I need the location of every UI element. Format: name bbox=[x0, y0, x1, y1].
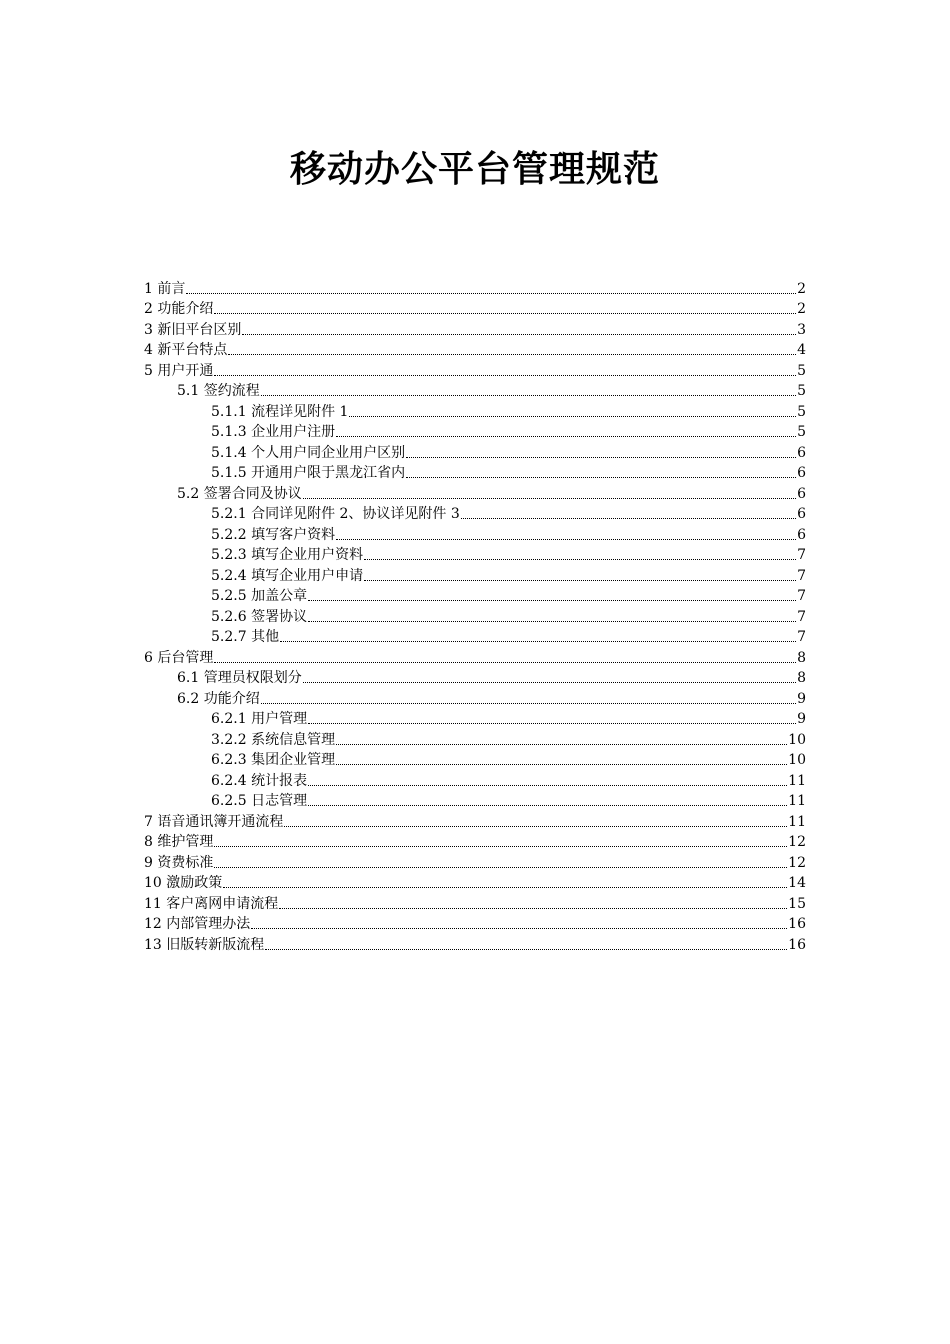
toc-page-number: 12 bbox=[788, 854, 806, 871]
toc-entry[interactable] bbox=[144, 646, 806, 667]
toc-entry[interactable] bbox=[144, 298, 806, 319]
toc-page-number: 5 bbox=[797, 362, 806, 379]
toc-page-number: 15 bbox=[788, 895, 806, 912]
toc-dot-leader bbox=[284, 826, 787, 827]
toc-entry-label: 5.2.5 加盖公章 bbox=[211, 588, 308, 604]
toc-entry[interactable] bbox=[144, 913, 806, 934]
toc-entry[interactable] bbox=[144, 482, 806, 503]
toc-dot-leader bbox=[303, 498, 796, 499]
toc-entry-label: 5.2.3 填写企业用户资料 bbox=[211, 547, 364, 563]
toc-dot-leader bbox=[279, 908, 787, 909]
toc-dot-leader bbox=[261, 703, 796, 704]
toc-entry[interactable] bbox=[144, 462, 806, 483]
toc-page-number: 7 bbox=[797, 608, 806, 625]
toc-dot-leader bbox=[349, 416, 796, 417]
toc-dot-leader bbox=[308, 621, 796, 622]
toc-dot-leader bbox=[308, 785, 787, 786]
toc-entry[interactable] bbox=[144, 605, 806, 626]
toc-dot-leader bbox=[336, 436, 796, 437]
toc-entry-label: 4 新平台特点 bbox=[144, 342, 228, 358]
toc-page-number: 9 bbox=[797, 711, 806, 727]
toc-entry-label: 5.2.2 填写客户资料 bbox=[211, 526, 336, 543]
toc-entry[interactable] bbox=[144, 892, 806, 913]
toc-entry[interactable] bbox=[144, 872, 806, 893]
toc-dot-leader bbox=[265, 949, 787, 950]
toc-entry-label: 6.2.4 统计报表 bbox=[211, 772, 308, 789]
toc-entry[interactable] bbox=[144, 544, 806, 565]
toc-dot-leader bbox=[242, 334, 796, 335]
toc-entry[interactable] bbox=[144, 380, 806, 401]
toc-entry-label: 5 用户开通 bbox=[144, 362, 214, 379]
toc-page-number: 5 bbox=[797, 403, 806, 420]
toc-dot-leader bbox=[406, 457, 796, 458]
toc-entry[interactable] bbox=[144, 359, 806, 380]
toc-entry-label: 6 后台管理 bbox=[144, 649, 214, 666]
toc-entry[interactable] bbox=[144, 564, 806, 585]
toc-dot-leader bbox=[336, 764, 787, 765]
toc-entry[interactable] bbox=[144, 708, 806, 729]
toc-entry[interactable] bbox=[144, 400, 806, 421]
toc-entry[interactable] bbox=[144, 318, 806, 339]
toc-page-number: 10 bbox=[788, 731, 806, 748]
toc-page-number: 8 bbox=[797, 649, 806, 666]
toc-page-number: 6 bbox=[797, 506, 806, 522]
toc-entry[interactable] bbox=[144, 626, 806, 647]
toc-dot-leader bbox=[308, 805, 787, 806]
toc-page-number: 6 bbox=[797, 526, 806, 543]
toc-entry-label: 6.1 管理员权限划分 bbox=[177, 670, 302, 686]
toc-dot-leader bbox=[223, 887, 787, 888]
toc-entry[interactable] bbox=[144, 933, 806, 954]
toc-entry-label: 5.1.4 个人用户同企业用户区别 bbox=[211, 444, 406, 461]
toc-entry-label: 6.2 功能介绍 bbox=[177, 690, 260, 707]
toc-entry-label: 5.2.6 签署协议 bbox=[211, 608, 308, 625]
toc-dot-leader bbox=[308, 600, 796, 601]
toc-page-number: 9 bbox=[797, 690, 806, 707]
toc-entry-label: 5.2.1 合同详见附件 2、协议详见附件 3 bbox=[211, 506, 460, 522]
toc-page-number: 7 bbox=[797, 629, 806, 645]
toc-entry[interactable] bbox=[144, 769, 806, 790]
toc-entry-label: 5.2.4 填写企业用户申请 bbox=[211, 567, 364, 584]
toc-page-number: 7 bbox=[797, 547, 806, 563]
toc-entry-label: 9 资费标准 bbox=[144, 854, 214, 871]
toc-entry[interactable] bbox=[144, 728, 806, 749]
table-of-contents bbox=[144, 277, 806, 954]
toc-entry-label: 5.2.7 其他 bbox=[211, 629, 280, 645]
toc-entry[interactable] bbox=[144, 687, 806, 708]
toc-page-number: 11 bbox=[788, 772, 806, 789]
toc-entry-label: 5.1.1 流程详见附件 1 bbox=[211, 403, 349, 420]
toc-page-number: 6 bbox=[797, 485, 806, 502]
toc-entry-label: 8 维护管理 bbox=[144, 834, 214, 850]
toc-entry[interactable] bbox=[144, 667, 806, 688]
toc-page-number: 4 bbox=[797, 342, 806, 358]
toc-entry[interactable] bbox=[144, 749, 806, 770]
toc-entry[interactable] bbox=[144, 790, 806, 811]
toc-dot-leader bbox=[461, 518, 796, 519]
toc-dot-leader bbox=[336, 539, 796, 540]
toc-entry-label: 2 功能介绍 bbox=[144, 301, 214, 317]
toc-page-number: 6 bbox=[797, 465, 806, 481]
toc-entry-label: 5.1.3 企业用户注册 bbox=[211, 424, 336, 440]
toc-page-number: 11 bbox=[788, 813, 806, 830]
toc-entry-label: 10 激励政策 bbox=[144, 875, 223, 891]
toc-page-number: 3 bbox=[797, 321, 806, 338]
toc-dot-leader bbox=[280, 641, 796, 642]
toc-entry-label: 7 语音通讯簿开通流程 bbox=[144, 813, 284, 830]
toc-dot-leader bbox=[406, 477, 796, 478]
toc-dot-leader bbox=[214, 313, 796, 314]
toc-entry-label: 13 旧版转新版流程 bbox=[144, 936, 265, 953]
toc-page-number: 5 bbox=[797, 424, 806, 440]
toc-entry-label: 6.2.1 用户管理 bbox=[211, 711, 308, 727]
toc-entry[interactable] bbox=[144, 523, 806, 544]
toc-entry[interactable] bbox=[144, 810, 806, 831]
toc-page-number: 12 bbox=[788, 834, 806, 850]
toc-dot-leader bbox=[364, 559, 796, 560]
toc-dot-leader bbox=[214, 375, 796, 376]
toc-page-number: 16 bbox=[788, 936, 806, 953]
toc-page-number: 5 bbox=[797, 383, 806, 399]
toc-dot-leader bbox=[214, 662, 796, 663]
toc-entry-label: 3.2.2 系统信息管理 bbox=[211, 731, 336, 748]
toc-page-number: 14 bbox=[788, 875, 806, 891]
toc-entry[interactable] bbox=[144, 339, 806, 360]
toc-entry[interactable] bbox=[144, 277, 806, 298]
toc-entry[interactable] bbox=[144, 441, 806, 462]
toc-entry-label: 5.1 签约流程 bbox=[177, 383, 260, 399]
toc-page-number: 8 bbox=[797, 670, 806, 686]
toc-page-number: 16 bbox=[788, 916, 806, 932]
toc-dot-leader bbox=[251, 928, 787, 929]
toc-page-number: 7 bbox=[797, 567, 806, 584]
toc-entry[interactable] bbox=[144, 503, 806, 524]
toc-entry[interactable] bbox=[144, 851, 806, 872]
toc-dot-leader bbox=[214, 867, 787, 868]
toc-dot-leader bbox=[186, 293, 796, 294]
toc-page-number: 10 bbox=[788, 752, 806, 768]
toc-entry-label: 6.2.5 日志管理 bbox=[211, 793, 308, 809]
toc-entry[interactable] bbox=[144, 831, 806, 852]
toc-entry-label: 1 前言 bbox=[144, 280, 186, 297]
toc-page-number: 7 bbox=[797, 588, 806, 604]
toc-dot-leader bbox=[303, 682, 796, 683]
toc-dot-leader bbox=[214, 846, 787, 847]
toc-page-number: 11 bbox=[788, 793, 806, 809]
toc-entry[interactable] bbox=[144, 585, 806, 606]
toc-dot-leader bbox=[336, 744, 787, 745]
toc-dot-leader bbox=[364, 580, 796, 581]
toc-entry[interactable] bbox=[144, 421, 806, 442]
toc-entry-label: 5.1.5 开通用户限于黑龙江省内 bbox=[211, 465, 406, 481]
toc-dot-leader bbox=[308, 723, 796, 724]
document-title: 移动办公平台管理规范 bbox=[289, 149, 660, 190]
toc-entry-label: 6.2.3 集团企业管理 bbox=[211, 752, 336, 768]
toc-entry-label: 3 新旧平台区别 bbox=[144, 321, 242, 338]
toc-dot-leader bbox=[228, 354, 796, 355]
toc-entry-label: 11 客户离网申请流程 bbox=[144, 895, 279, 912]
toc-entry-label: 12 内部管理办法 bbox=[144, 916, 251, 932]
toc-entry-label: 5.2 签署合同及协议 bbox=[177, 485, 302, 502]
toc-page-number: 2 bbox=[797, 280, 806, 297]
toc-page-number: 2 bbox=[797, 301, 806, 317]
toc-page-number: 6 bbox=[797, 444, 806, 461]
toc-dot-leader bbox=[261, 395, 796, 396]
